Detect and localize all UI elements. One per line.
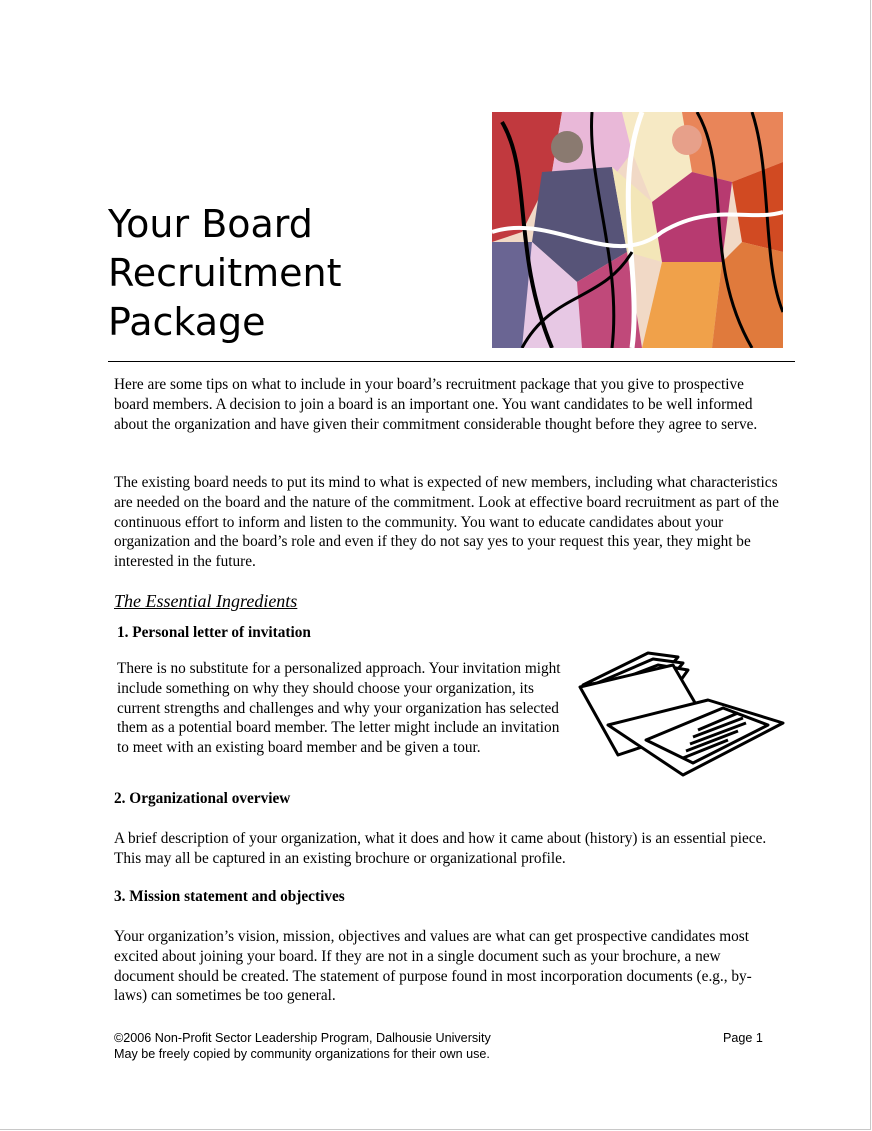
section-body-3: Your organization’s vision, mission, objectives and values are what can get prospective candidates most excited about joining your board. If they are not in a single document such as your brochure, a new document should be created. The statement of purpose found in most incorporation documents (e.g., by-laws) can sometimes be too general. xyxy=(114,928,752,1005)
people-meeting-clipart-icon xyxy=(492,112,783,348)
essential-ingredients-heading: The Essential Ingredients xyxy=(114,591,298,611)
copyright-line: ©2006 Non-Profit Sector Leadership Program, Dalhousie University xyxy=(114,1031,491,1045)
existing-board-paragraph: The existing board needs to put its mind to what is expected of new members, including what characteristics are needed on the board and the nature of the commitment. Look at effective board recruitment as part of the continuous effort to inform and listen to the community. You want to educate candidates about your organization and the board’s role and even if they do not say yes to your request this year, they might be interested in the future. xyxy=(114,474,779,571)
title-line-3: Package xyxy=(108,300,266,344)
license-line: May be freely copied by community organizations for their own use. xyxy=(114,1046,490,1061)
folder-document-clipart-icon xyxy=(578,645,788,780)
section-body-1: There is no substitute for a personalized approach. Your invitation might include something on why they should choose your organization, its current strengths and challenges and why your organization has selected them as a potential board member. The letter might include an invitation to meet with an existing board member and be given a tour. xyxy=(117,660,561,757)
title-divider xyxy=(108,361,795,362)
section-heading-2: 2. Organizational overview xyxy=(114,790,291,807)
section-heading-3: 3. Mission statement and objectives xyxy=(114,888,345,905)
intro-paragraph: Here are some tips on what to include in your board’s recruitment package that you give to prospective board members. A decision to join a board is an important one. You want candidates to be well informed about the organization and have given their commitment considerable thought before they agree to serve. xyxy=(114,376,758,433)
section-heading-1: 1. Personal letter of invitation xyxy=(117,624,311,641)
page-title xyxy=(108,200,342,347)
title-line-1: Your Board xyxy=(108,202,313,246)
section-body-2: A brief description of your organization, what it does and how it came about (history) is an essential piece. This may all be captured in an existing brochure or organizational profile. xyxy=(114,830,767,867)
title-line-2: Recruitment xyxy=(108,251,342,295)
page-footer xyxy=(114,1031,491,1062)
page-number: Page 1 xyxy=(723,1031,763,1045)
